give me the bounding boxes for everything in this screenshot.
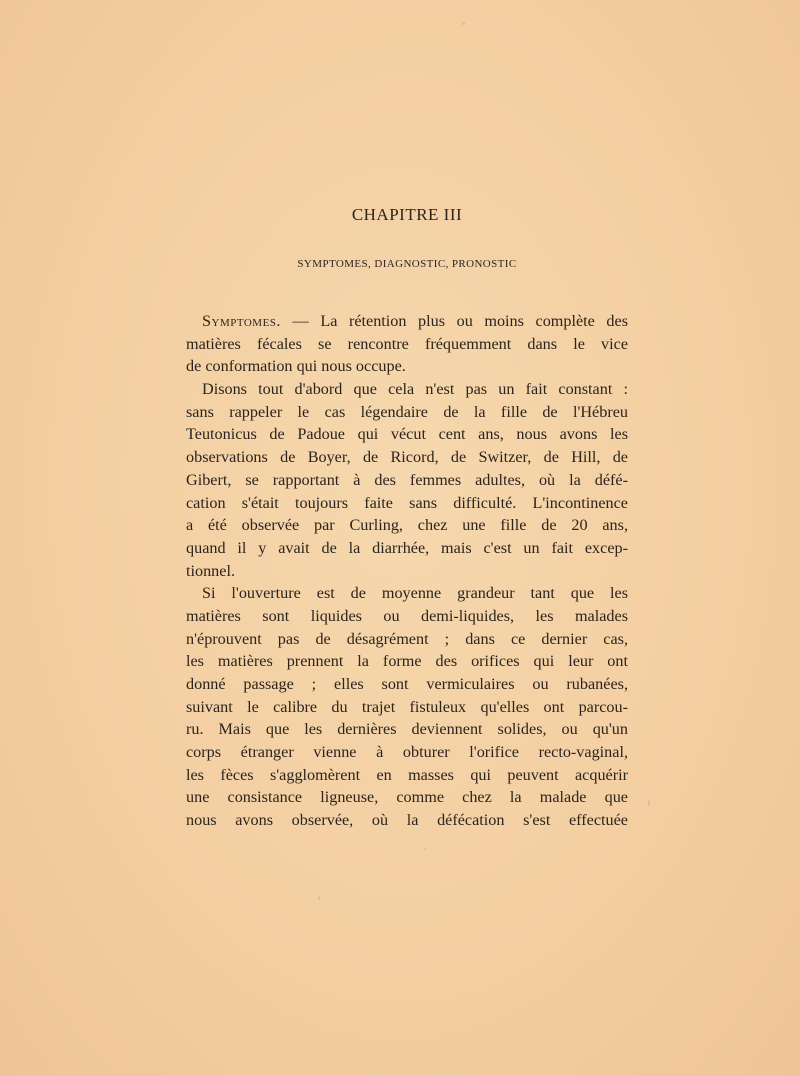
text-line: Teutonicus de Padoue qui vécut cent ans, nous avons les: [186, 425, 628, 444]
text-line: [186, 310, 628, 333]
text-line: observations de Boyer, de Ricord, de Switzer, de Hill, de: [186, 448, 628, 467]
text-line: corps étranger vienne à obturer l'orifice recto-vaginal,: [186, 743, 628, 762]
text-line: sans rappeler le cas légendaire de la fille de l'Hébreu: [186, 402, 628, 421]
chapter-title: CHAPITRE III: [351, 205, 463, 224]
text-line: cation s'était toujours faite sans difficulté. L'incontinence: [186, 493, 628, 512]
paper-speck: [318, 896, 320, 900]
text-line: quand il y avait de la diarrhée, mais c'est un fait excep-: [186, 538, 628, 557]
text-line: tionnel.: [186, 561, 236, 580]
paper-speck: [648, 800, 650, 806]
text-line: nous avons observée, où la défécation s'est effectuée: [186, 811, 628, 830]
text-line: donné passage ; elles sont vermiculaires ou rubanées,: [186, 675, 628, 693]
text-line: Disons tout d'abord que cela n'est pas un fait constant :: [202, 380, 628, 399]
text-line: ru. Mais que les dernières deviennent solides, ou qu'un: [186, 720, 628, 739]
paper-speck: [424, 848, 426, 850]
chapter-body: [186, 310, 628, 832]
paper-speck: [462, 22, 465, 25]
chapter-subtitle: SYMPTOMES, DIAGNOSTIC, PRONOSTIC: [297, 258, 517, 270]
text-line: matières sont liquides ou demi-liquides, les malades: [186, 606, 628, 625]
section-lead: Symptomes.: [202, 312, 281, 330]
text-line: de conformation qui nous occupe.: [186, 357, 406, 376]
text-line-content: — La rétention plus ou moins complète des: [280, 312, 628, 330]
text-line: suivant le calibre du trajet fistuleux qu'elles ont parcou-: [186, 697, 628, 716]
text-line: matières fécales se rencontre fréquemment dans le vice: [186, 334, 628, 353]
text-line: a été observée par Curling, chez une fille de 20 ans,: [186, 516, 628, 535]
text-line: Si l'ouverture est de moyenne grandeur tant que les: [202, 584, 628, 603]
text-line: n'éprouvent pas de désagrément ; dans ce dernier cas,: [186, 629, 628, 648]
text-line: Gibert, se rapportant à des femmes adultes, où la défé-: [186, 470, 628, 489]
text-line: les matières prennent la forme des orifices qui leur ont: [186, 652, 628, 671]
text-line: une consistance ligneuse, comme chez la malade que: [186, 788, 628, 807]
text-line: les fèces s'agglomèrent en masses qui peuvent acquérir: [186, 765, 628, 784]
